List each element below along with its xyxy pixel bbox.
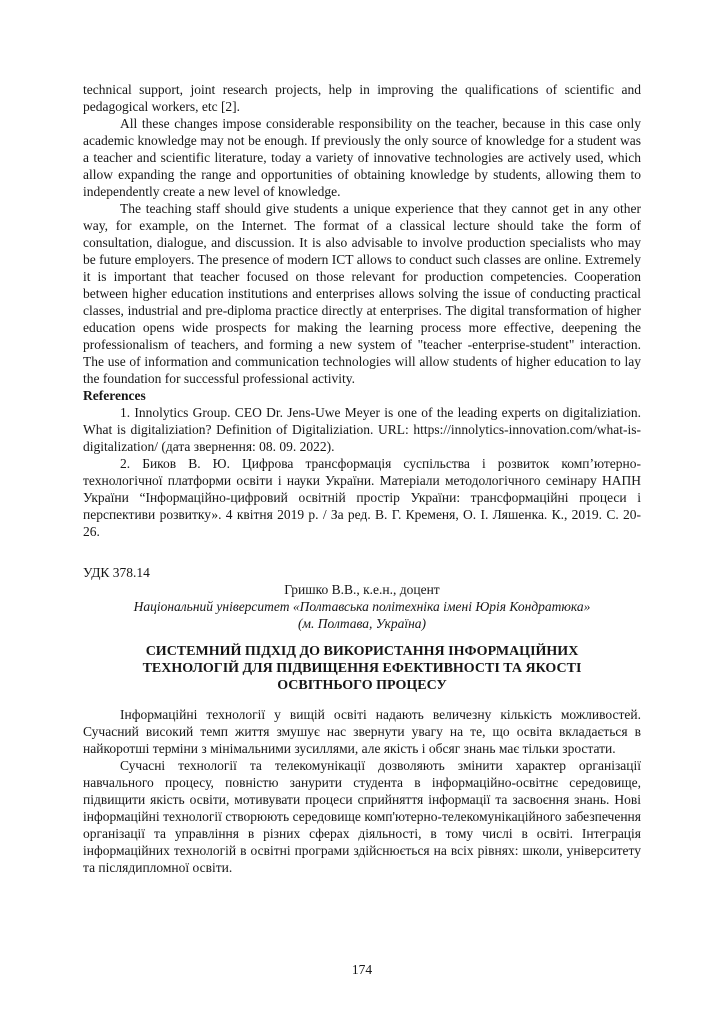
body-paragraph: The teaching staff should give students a unique experience that they cannot get in any other way, for example, on the Internet. The format of a classical lecture should take the form of consultation, dialogue, and discussion. It is also advisable to involve production specialists who may be future employers. The presence of modern ICT allows to conduct such classes are online. Extremely it is important that teacher focused on those relevant for production competencies. Cooperation between higher education institutions and enterprises allows solving the issue of conducting practical classes, industrial and pre-diploma practice directly at enterprises. The digital transformation of higher education opens wide prospects for making the learning process more effective, deepening the professionalism of teachers, and forming a new system of "teacher -enterprise-student" interaction. The use of information and communication technologies will allow students of higher education to lay the foundation for successful professional activity. [83,201,641,386]
references-heading: References [83,388,146,403]
body-paragraph: All these changes impose considerable responsibility on the teacher, because in this case only academic knowledge may not be enough. If previously the only source of knowledge for a student was a teacher and scientific literature, today a variety of innovative technologies are actively used, which allow expanding the range and opportunities of obtaining knowledge by students, allowing them to independently create a new level of knowledge. [83,116,641,199]
body-paragraph: Інформаційні технології у вищій освіті надають величезну кількість можливостей. Сучасний високий темп життя змушує нас звернути увагу на те, що освіта вкладається в найкоротші терміни з мінімальними зусиллями, але якість і обсяг знань має тільки зростати. [83,707,641,756]
article-title-line: СИСТЕМНИЙ ПІДХІД ДО ВИКОРИСТАННЯ ІНФОРМАЦІЙНИХ [145,644,579,659]
reference-item: 1. Innolytics Group. CEO Dr. Jens-Uwe Meyer is one of the leading experts on digitaliziation. What is digitaliziation? Definition of Digitaliziation. URL: https://innolytics-innovation.com/what-is-digitalization/ (дата звернення: 08. 09. 2022). [83,405,641,454]
body-paragraph: Сучасні технології та телекомунікації дозволяють змінити характер організації навчального процесу, повністю занурити студента в інформаційно-освітнє середовище, підвищити якість освіти, мотивувати процеси сприйняття інформації та засвоєння знань. Нові інформаційні технології створюють середовище комп'ютерно-телекомунікаційного забезпечення організації та управління в різних сферах діяльності, в тому числі в освіті. Інтеграція інформаційних технологій в освітні програми здійснюється на всіх рівнях: школи, університету та післядипломної освіти. [83,758,641,875]
author-line: Гришко В.В., к.е.н., доцент [284,582,440,597]
article-title-line: ТЕХНОЛОГІЙ ДЛЯ ПІДВИЩЕННЯ ЕФЕКТИВНОСТІ ТА ЯКОСТІ [142,661,582,676]
article-title [83,643,641,694]
location-line: (м. Полтава, Україна) [297,616,427,631]
page-content [83,81,641,876]
affiliation-line: Національний університет «Полтавська політехніка імені Юрія Кондратюка» [133,599,591,614]
reference-item: 2. Биков В. Ю. Цифрова трансформація суспільства і розвиток комп’ютерно-технологічної платформи освіти і науки України. Матеріали методологічного семінару НАПН України “Інформаційно-цифровий освітній простір України: трансформаційні процеси і перспективи розвитку». 4 квітня 2019 р. / За ред. В. Г. Кременя, О. І. Ляшенка. К., 2019. С. 20-26. [83,456,641,539]
article-title-line: ОСВІТНЬОГО ПРОЦЕСУ [277,678,447,693]
udc-code: УДК 378.14 [83,565,150,580]
body-paragraph-continuation: technical support, joint research projects, help in improving the qualifications of scientific and pedagogical workers, etc [2]. [83,82,641,114]
page-number: 174 [351,962,373,977]
